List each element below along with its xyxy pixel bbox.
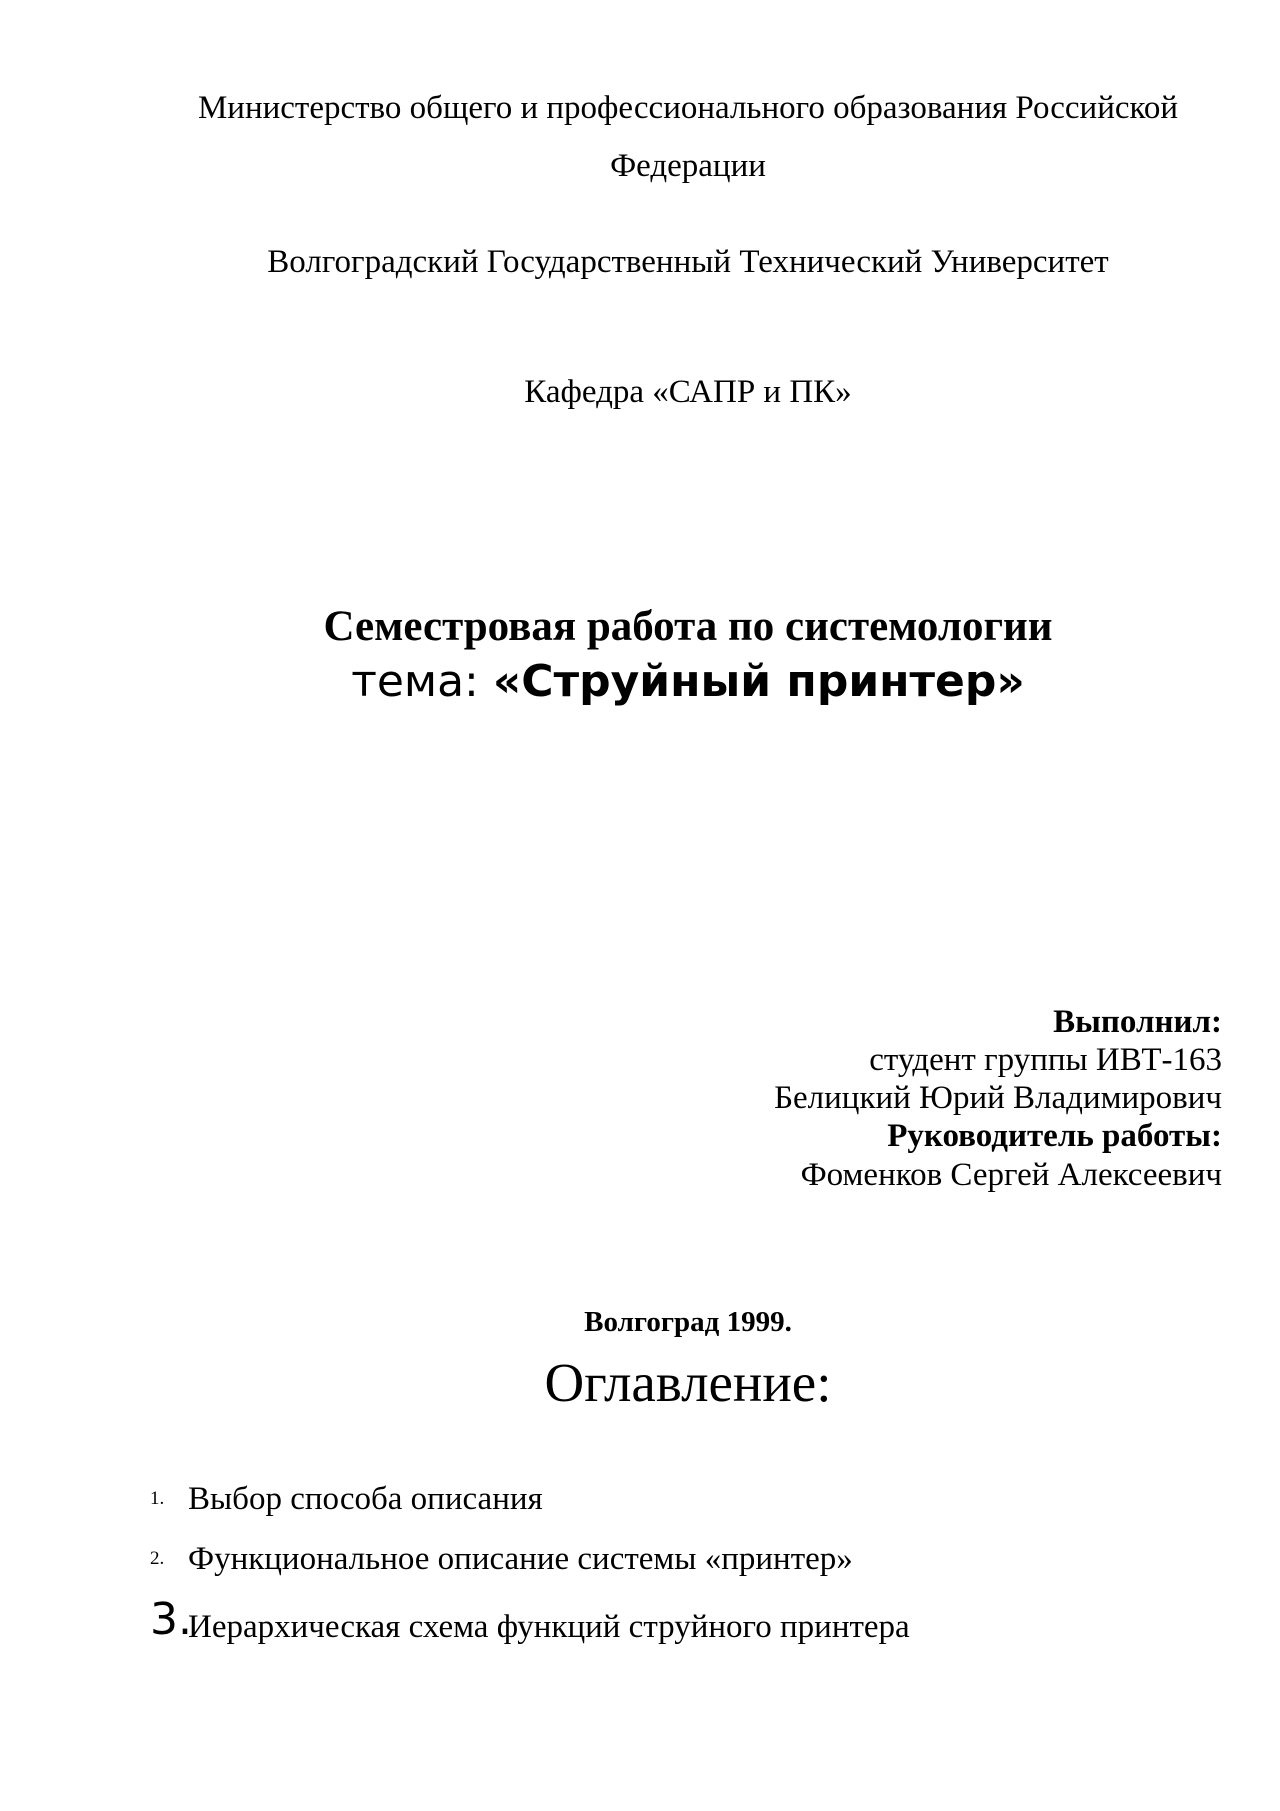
toc-item-number: 2. [150,1548,165,1569]
student-group: студент группы ИВТ-163 [869,1042,1222,1078]
toc-list [150,1475,1226,1655]
toc-item-number: 1. [150,1488,165,1509]
work-title: Семестровая работа по системологии [323,603,1053,650]
supervisor-name: Фоменков Сергей Алексеевич [800,1157,1222,1193]
toc-item [150,1475,1226,1535]
toc-item-number: 3. [150,1594,192,1645]
toc-title: Оглавление: [544,1352,832,1413]
performed-by-label: Выполнил: [1053,1004,1222,1040]
department-name: Кафедра «САПР и ПК» [524,374,852,410]
supervisor-label: Руководитель работы: [887,1118,1222,1154]
toc-item [150,1535,1226,1595]
toc-item-text: Выбор способа описания [188,1481,543,1517]
toc-item [150,1595,1226,1655]
university-name: Волгоградский Государственный Технический Университет [267,244,1109,280]
city-year: Волгоград 1999. [584,1306,792,1338]
student-name: Белицкий Юрий Владимирович [774,1080,1222,1116]
topic-value: «Струйный принтер» [492,656,1025,707]
toc-item-text: Функциональное описание системы «принтер» [188,1541,853,1577]
ministry-line-2: Федерации [610,148,766,184]
topic-prefix: тема: [351,656,493,707]
topic-line [150,654,1226,710]
ministry-line-1: Министерство общего и профессионального образования Российской [197,90,1179,126]
toc-item-text: Иерархическая схема функций струйного принтера [188,1609,910,1645]
